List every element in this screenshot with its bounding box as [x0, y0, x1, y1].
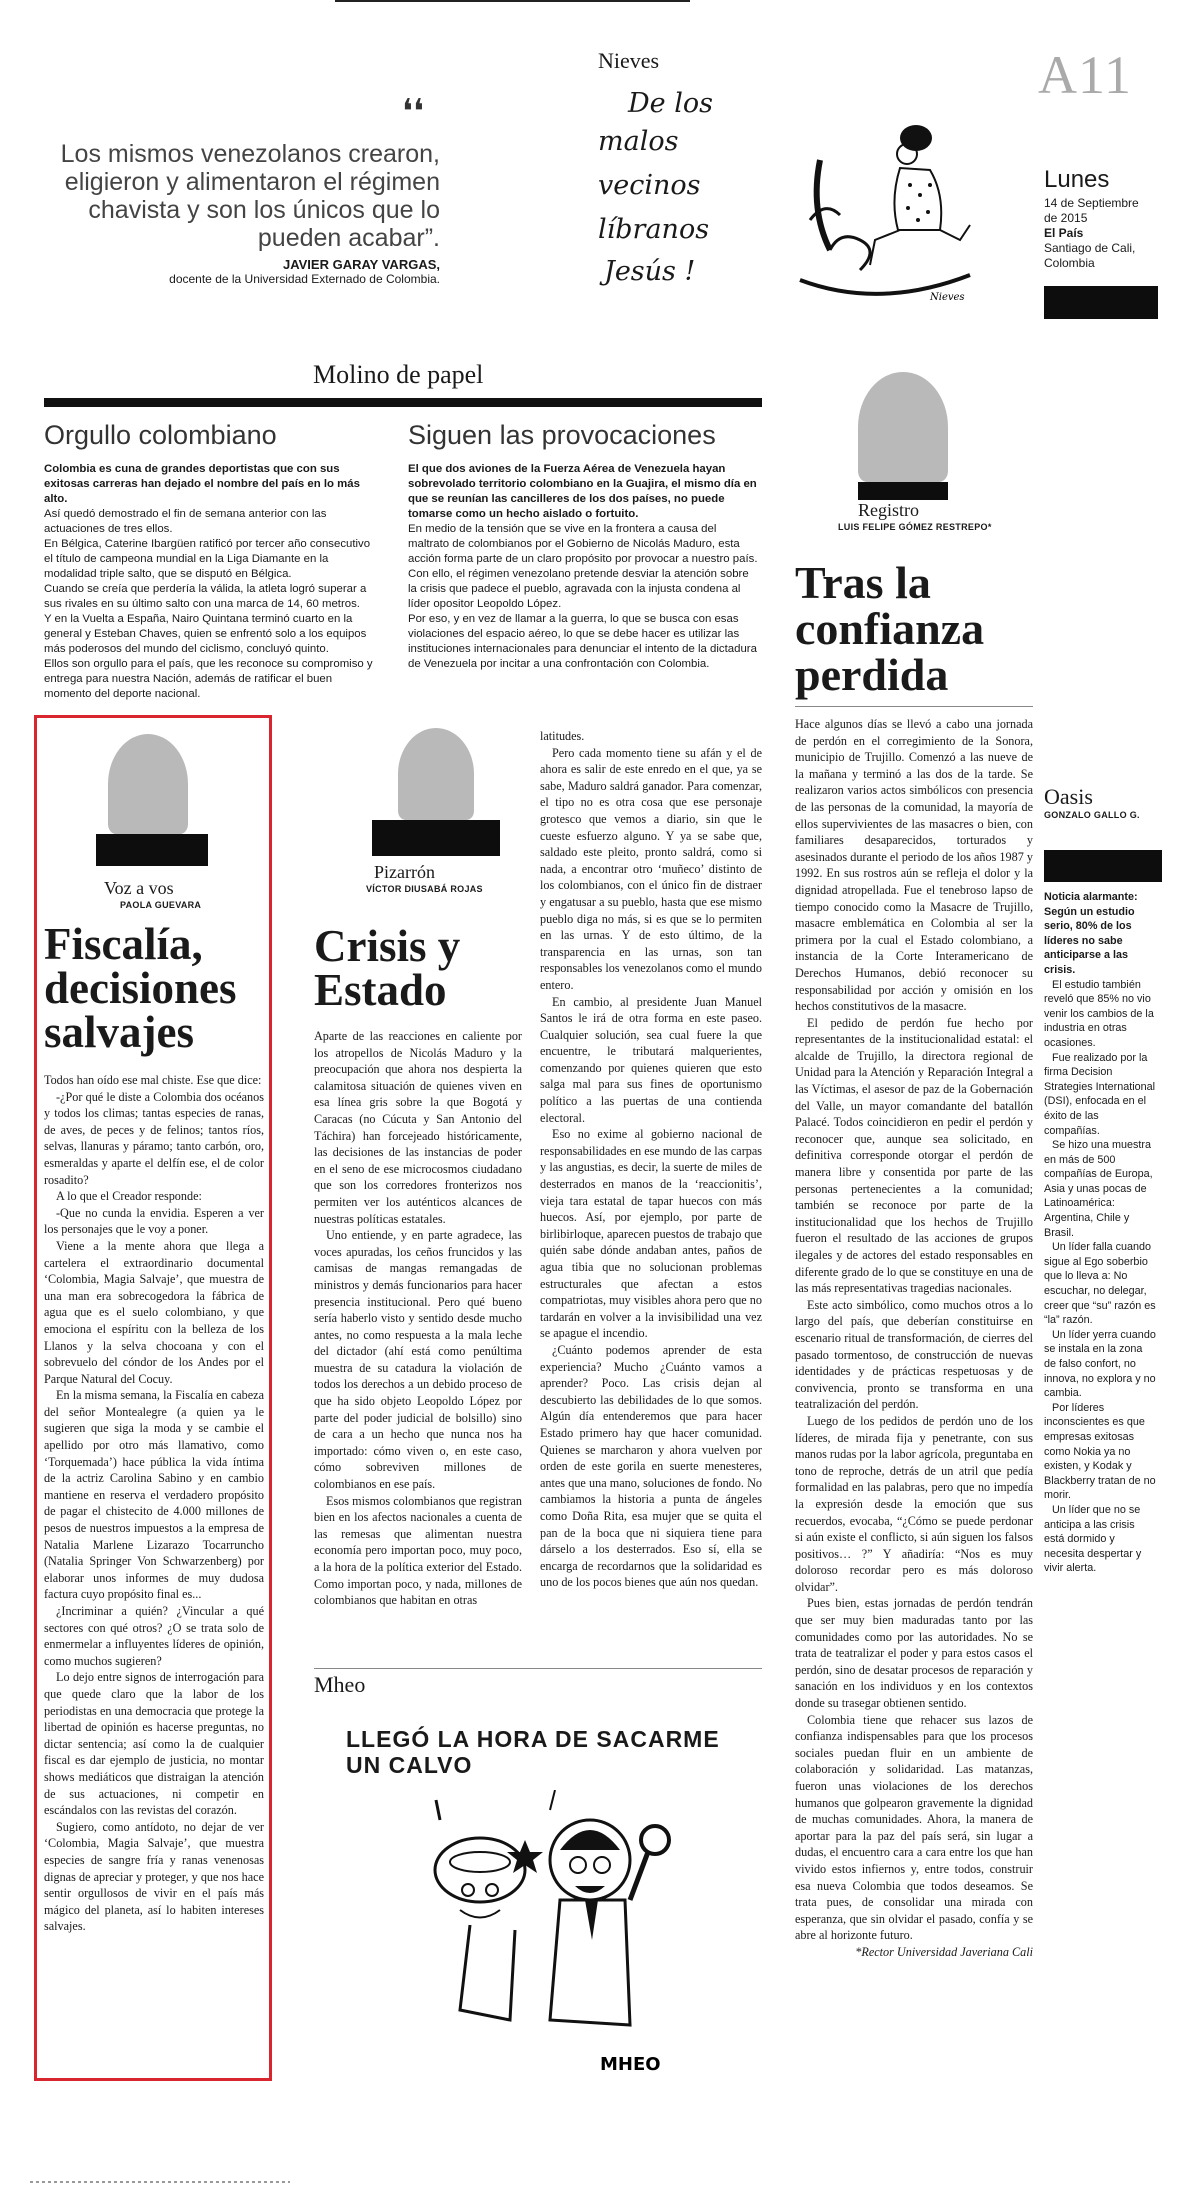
editorial-right-body: [408, 462, 760, 672]
registro-author: LUIS FELIPE GÓMEZ RESTREPO*: [838, 522, 992, 532]
oasis-p4: Un líder falla cuando sigue al Ego soberbio que lo lleva a: No escuchar, no delegar, creer que “su” razón es “la” razón.: [1044, 1241, 1156, 1327]
registro-title: Registro: [858, 500, 919, 520]
editorial-left-body: [44, 462, 382, 702]
quote-author-role: docente de la Universidad Externado de Colombia.: [169, 272, 440, 286]
pizarron-body-col1: [314, 1028, 522, 1609]
pizarron-headline: Crisis y Estado: [314, 921, 461, 1015]
voz-p8: Lo dejo entre signos de interrogación para que quede claro que la labor de los periodistas en una democracia que protege la libertad de opinión es hacerse preguntas, no dictar sentencia; así como la de cualquier fiscal es dar ejemplo de justicia, no montar shows mediáticos que distraigan la atención de sus actuaciones, ni competir en escándalos con las revistas del corazón.: [44, 1670, 264, 1818]
pizarron-p3: Esos mismos colombianos que registran bien en los afectos nacionales a cuenta de las remesas que alimentan nuestra economía pero importan poco, muy poco, a la hora de la política exterior del Estado. Como importan poco, y nada, millones de colombianos que habitan en otras: [314, 1493, 522, 1608]
registro-headline: Tras la confianza perdida: [795, 557, 985, 700]
oasis-p6: Por líderes inconscientes es que empresas exitosas como Nokia ya no existen, y Kodak y Blackberry tratan de no morir.: [1044, 1401, 1156, 1502]
voz-author-photo: [108, 734, 188, 834]
registro-footnote: *Rector Universidad Javeriana Cali: [855, 1944, 1033, 1959]
voz-p1: Todos han oído ese mal chiste. Ese que dice:: [44, 1073, 262, 1087]
voz-p5: Viene a la mente ahora que llega a cartelera el extraordinario documental ‘Colombia, Magia Salvaje’, que muestra de una man era sobrecogedora la fábrica de agua que es el suelo colombiano, y que emociona el espíritu con la belleza de los Llanos y la selva chocoana y con el sobrevuelo del cóndor de los Andes por el Parque Natural del Cocuy.: [44, 1238, 264, 1386]
editorial-right-p2: Con ello, el régimen venezolano pretende desviar la atención sobre la crisis que padece el pueblo, agravada con la injusta condena al líder opositor Leopoldo López.: [408, 568, 749, 610]
date-line-1: 14 de Septiembre: [1044, 196, 1139, 210]
voz-p7: ¿Incriminar a quién? ¿Vincular a qué sectores con qué otros? ¿O se trata solo de enmermelar a influyentes líderes de opinión, como muchos sugieren?: [44, 1604, 264, 1668]
nieves-title: Nieves: [598, 48, 660, 73]
nieves-line-5: Jesús !: [604, 256, 696, 287]
nieves-signature: Nieves: [930, 292, 965, 303]
editorial-left-p5: Ellos son orgullo para el país, que les reconoce su compromiso y entrega para nuestra Nación, además de ratificar el buen momento del deporte nacional.: [44, 658, 373, 700]
mheo-rule: [314, 1668, 762, 1669]
oasis-p2: Fue realizado por la firma Decision Strategies International (DSI), enfocada en el éxito de las compañías.: [1044, 1051, 1156, 1137]
voz-headline: Fiscalía, decisiones salvajes: [44, 919, 237, 1057]
nieves-line-3: vecinos: [598, 170, 701, 201]
quote-mark: ❛❛: [402, 94, 424, 131]
page-number: A11: [1038, 45, 1132, 105]
editorial-right-title: Siguen las provocaciones: [408, 420, 716, 450]
registro-author-photo: [858, 372, 948, 482]
pizarron-title: Pizarrón: [374, 862, 435, 882]
oasis-p3: Se hizo una muestra en más de 500 compañías de Europa, Asia y unas pocas de Latinoamérica: Argentina, Chile y Brasil.: [1044, 1139, 1153, 1239]
date-city: Santiago de Cali,: [1044, 241, 1136, 255]
editorial-left-lead: Colombia es cuna de grandes deportistas que con sus exitosas carreras han dejado el nombre del país en lo más alto.: [44, 463, 360, 505]
date-weekday: Lunes: [1044, 166, 1110, 193]
mheo-cartoon-drawing: [400, 1790, 720, 2080]
quote-author: JAVIER GARAY VARGAS,: [282, 257, 440, 272]
registro-p5: Pues bien, estas jornadas de perdón tendrán que ser muy bien maduradas tanto por las comunidades como por las autoridades. No se trata de teatralizar el poder y para estos casos el perdón, sino de desatar procesos de reparación y sanación en los individuos y en los contextos donde su trasegar obtienen sentido.: [795, 1596, 1033, 1711]
pizarron-p1: Aparte de las reacciones en caliente por los atropellos de Nicolás Maduro y la preocupación que ahora nos despierta la calamitosa situación de quienes viven en esa línea gris sobre la que Bogotá y Caracas (no Cúcuta y San Antonio del Táchira) han forcejeado históricamente, las decisiones de las instancias de poder en el seno de ese microcosmos ciudadano que son los corredores fronterizos nos permiten ver los auténticos alcances de nuestras políticas estatales.: [314, 1029, 522, 1226]
mheo-signature: MHEO: [600, 2054, 661, 2075]
pizarron-p7: Eso no exime al gobierno nacional de responsabilidades en ese mundo de las carpas y las angustias, es decir, la suerte de miles de desterrados en manos de la ‘reaccionitis’, vieja tara estatal de tapar huecos con más huecos. Así, por ejemplo, por parte de birlibirloque, aparecen puestos de trabajo que quién sabe dónde andaban antes, paños de agua tibia que no solucionan problemas estructurales que afectan a estos compatriotas, muy visibles ahora pero que no tardarán en volver a la invisibilidad una vez se apague el incendio.: [540, 1127, 763, 1341]
date-country: Colombia: [1044, 256, 1095, 270]
oasis-p7: Un líder que no se anticipa a las crisis está dormido y necesita despertar y vivir alerta.: [1044, 1503, 1142, 1575]
voz-photo-bar: [96, 834, 208, 866]
registro-rule: [795, 706, 1033, 707]
registro-p2: El pedido de perdón fue hecho por representantes de la institucionalidad estatal: el alcalde de Trujillo, la directora regional de Unidad para la Atención y Reparación Integral a las Víctimas, el asesor de paz de la Gobernación del Valle, un mayor comandante del batallón Palacé. Todos coincidieron en pedir el perdón y reconocer que, aunque sea solicitado, en definitiva corresponde otorgar el perdón de manera libre y consentida por parte de las personas pertenecientes a la comunidad; también se reconoce por parte de la institucionalidad que los hechos de Trujillo fueron el resultado de las acciones de grupos ilegales y de actores del estado responsables en diferente grado de lo que se constituye en una de las más representativas tragedias nacionales.: [795, 1015, 1033, 1296]
editorial-right-lead: El que dos aviones de la Fuerza Aérea de Venezuela hayan sobrevolado territorio colombiano en la Guajira, el mismo día en que se reunían las cancilleres de los dos países, no puede tomarse como un hecho aislado o fortuito.: [408, 463, 757, 520]
molino-bar: [44, 398, 762, 407]
date-paper: El País: [1044, 226, 1084, 240]
oasis-p5: Un líder yerra cuando se instala en la zona de falso confort, no innova, no explora y no cambia.: [1044, 1328, 1156, 1400]
pizarron-p4: latitudes.: [540, 729, 585, 743]
oasis-body: [1044, 890, 1156, 1576]
pizarron-p2: Uno entiende, y en parte agradece, las voces apuradas, los ceños fruncidos y las camisas de mangas remangadas de ministros y demás funcionarios para hacer presencia institucional. Pero qué bueno sería haberlo visto y sentido desde mucho antes, no como respuesta a la mala leche del dictador (ahí está como penúltima muestra de su catadura la violación de todos los derechos a un debido proceso de que ha sido objeto Leopoldo López por parte del poder judicial de bolsillo) sino de cara a un hecho que nunca nos ha importado: cómo viven o, en este caso, cómo sobreviven millones de colombianos en ese país.: [314, 1228, 522, 1492]
mheo-caption: LLEGÓ LA HORA DE SACARME UN CALVO: [346, 1726, 720, 1778]
voz-body: [44, 1072, 264, 1935]
nieves-line-4: líbranos: [598, 214, 710, 245]
oasis-lead: Noticia alarmante: Según un estudio serio, 80% de los líderes no sabe anticiparse a las crisis.: [1044, 891, 1138, 976]
pizarron-author-photo: [398, 728, 474, 820]
registro-p4: Luego de los pedidos de perdón uno de los líderes, de mirada fija y penetrante, con sus manos rudas por la labor agrícola, preguntaba en tono de reproche, detrás de un atril que pedía formalidad en las palabras, pero que no impedía la expresión desde la emoción que sus recuerdos, evocaba, “¿Cómo se puede perdonar si aún existe el conflicto, si aún siguen los falsos positivos… ?” Y añadiría: “Nos es muy doloroso recordar pero es más doloroso olvidar”.: [795, 1413, 1033, 1594]
rocking-chair-drawing: [780, 90, 980, 310]
registro-body: [795, 716, 1033, 1961]
mheo-title: Mheo: [314, 1672, 366, 1697]
pizarron-p6: En cambio, al presidente Juan Manuel Santos le irá de otra forma en este paseo. Cualquier solución, sea cual fuere la que encuentre, le tributará malquerientes, comenzando por quienes quieren que esto salga mal para sus fines de oportunismo político a las puertas de una contienda electoral.: [540, 994, 762, 1125]
header-black-bar: [1044, 286, 1158, 319]
nieves-line-1: De los: [628, 88, 713, 119]
editorial-right-p3: Por eso, y en vez de llamar a la guerra, lo que se busca con esas violaciones del espacio aéreo, lo que se debe hacer es utilizar las instituciones internacionales para denunciar el intento de la dictadura de Venezuela por incitar a una confrontación con Colombia.: [408, 613, 757, 670]
voz-p3: A lo que el Creador responde:: [56, 1189, 202, 1204]
pizarron-body-col2: [540, 728, 762, 1591]
editorial-left-p4: Y en la Vuelta a España, Nairo Quintana terminó cuarto en la general y Esteban Chaves, quien se enfrentó solo a los equipos más poderosos del mundo del ciclismo, concluyó quinto.: [44, 613, 367, 655]
date-line-2: de 2015: [1044, 211, 1088, 225]
pizarron-photo-bar: [372, 820, 500, 856]
editorial-left-title: Orgullo colombiano: [44, 420, 277, 450]
pizarron-author: VÍCTOR DIUSABÁ ROJAS: [366, 884, 483, 894]
editorial-right-p1: En medio de la tensión que se vive en la frontera a causa del maltrato de colombianos por el Gobierno de Nicolás Maduro, esta acción forma parte de un claro propósito por provocar a nuestro país.: [408, 523, 758, 565]
nieves-line-2: malos: [598, 126, 679, 157]
voz-author: PAOLA GUEVARA: [120, 900, 202, 910]
pizarron-p8: ¿Cuánto podemos aprender de esta experiencia? Mucho ¿Cuánto vamos a aprender? Poco. Las crisis dejan al descubierto las debilidades de lo que somos. Algún día entenderemos que para hacer Estado primero hay que hacer comunidad. Quienes se marcharon y ahora vuelven por orden de este gorila en suerte menesteres, antes que una mano, soluciones de fondo. No cambiamos la historia a punta de ángeles como Doña Rita, esa mujer que se quita el pan de la boca que ni siquiera tiene para dárselo a los desterrados. Eso sí, ella se encarga de recordarnos que la solidaridad es uno de los pocos bienes que aún nos quedan.: [540, 1342, 762, 1590]
registro-photo-bar: [858, 482, 948, 500]
voz-p6: En la misma semana, la Fiscalía en cabeza del señor Montealegre (a quien ya le sugieren que siga la moda y se cambie el apellido por otro más llamativo, como ‘Torquemada’) hace pública la vida íntima de la actriz Carolina Sabino y en cambio mantiene en reserva el verdadero propósito de pagar el chistecito de 4.000 millones de pesos de nuestros impuestos a la empresa de Natalia Marlene Lizarazo Tocarruncho (Natalia Springer Von Schwarzenberg) por elaborar unos informes de muy dudosa factura cuyo propósito final es...: [44, 1388, 264, 1602]
bottom-margin-marks: [0, 2176, 1184, 2188]
voz-p4: -Que no cunda la envidia. Esperen a ver los personajes que le voy a poner.: [44, 1205, 264, 1237]
editorial-left-p2: En Bélgica, Caterine Ibargüen ratificó por tercer año consecutivo el título de campeona mundial en la Liga Diamante en la modalidad triple salto, que se disputó en Bélgica.: [44, 538, 371, 580]
voz-p2: -¿Por qué le diste a Colombia dos océanos y todos los climas; tantas especies de ranas, de aves, de peces y de felinos; tantos ríos, selvas, llanuras y páramo; tanto carbón, oro, esmeraldas y aparte el delfín ese, el de color rosadito?: [44, 1089, 264, 1187]
top-rule: [335, 0, 690, 2]
pizarron-p5: Pero cada momento tiene su afán y el de ahora es salir de este enredo en el que, ya se sabe, Maduro saldrá ganador. Para comenzar, el tipo no es otra cosa que ese personaje grotesco que vemos a diario, sin que le cueste esfuerzo alguno. Y ya se sabe que, saldado este pleito, pronto saldrá, como si nada, a encontrar otro ‘muñeco’ distinto de los colombianos, con el único fin de distraer y engatusar a su pueblo, hasta que ese mismo pueblo diga no más, si es que se lo permiten en las urnas. Y de esto último, de la transparencia en las urnas, son tan responsables los venezolanos como el mundo entero.: [540, 745, 762, 992]
oasis-author: GONZALO GALLO G.: [1044, 810, 1140, 820]
voz-p9: Sugiero, como antídoto, no dejar de ver ‘Colombia, Magia Salvaje’, que muestra especies de sangre fría y ranas venenosas dignas de apreciar y proteger, y que nos hace sentir orgullosos de vivir en el país más mágico del planeta, así lo habiten intereses salvajes.: [44, 1819, 264, 1934]
pull-quote: Los mismos venezolanos crearon, eligieron y alimentaron el régimen chavista y son los únicos que lo pueden acabar”.: [60, 140, 440, 252]
registro-p1: Hace algunos días se llevó a cabo una jornada de perdón en el corregimiento de la Sonora, municipio de Trujillo. Comenzó a las nueve de la mañana y terminó a las dos de la tarde. Se realizaron varios actos simbólicos con presencia de las personas de la comunidad, la mayoría de ellos supervivientes de las masacres o bien, con familiares desaparecidos, torturados y asesinados durante el periodo de los años 1987 y 1992. En sus rostros aún se refleja el dolor y la dignidad atropellada. Fue el tenebroso lapso de tiempo conocido como la Masacre de Trujillo, masacre emblemática en Colombia al ser la primera por la cual el Estado colombiano, a instancia de la Corte Interamericano de Derechos Humanos, debió reconocer su responsabilidad por acción y omisión en los hechos constitutivos de la masacre.: [795, 717, 1033, 1014]
voz-title: Voz a vos: [104, 878, 174, 898]
oasis-title: Oasis: [1044, 784, 1093, 809]
editorial-left-p3: Cuando se creía que perdería la válida, la atleta logró superar a sus rivales en su último salto con una marca de 14, 60 metros.: [44, 583, 367, 610]
editorial-left-p1: Así quedó demostrado el fin de semana anterior con las actuaciones de tres ellos.: [44, 508, 327, 535]
oasis-p1: El estudio también reveló que 85% no vio venir los cambios de la industria en otras ocasiones.: [1044, 978, 1154, 1049]
oasis-black-bar: [1044, 850, 1162, 882]
registro-p3: Este acto simbólico, como muchos otros a lo largo del país, que deberían constituirse en escenario ritual de transformación, de cierres del pasado tormentoso, de construcción de nuevas identidades y de prácticas respetuosas y de convivencia, pronto se transforma en una teatralización del perdón.: [795, 1297, 1033, 1412]
molino-title: Molino de papel: [313, 360, 484, 389]
registro-p6: Colombia tiene que rehacer sus lazos de confianza indispensables para que los procesos sociales puedan fluir en un ambiente de colaboración y solidaridad. Las matanzas, fueron unas violaciones de los derechos humanos que golpearon gravemente la dignidad de muchas comunidades. Ahora, la manera de aportar para la paz del país será, sin lugar a dudas, el encuentro cara a cara entre los que han vivido estos infiernos y, entre todos, construir esa nueva Colombia que todos deseamos. Se trata pues, de consolidar una mirada con esperanza, que sin olvidar el pasado, confía y se abre al horizonte futuro.: [795, 1712, 1033, 1943]
